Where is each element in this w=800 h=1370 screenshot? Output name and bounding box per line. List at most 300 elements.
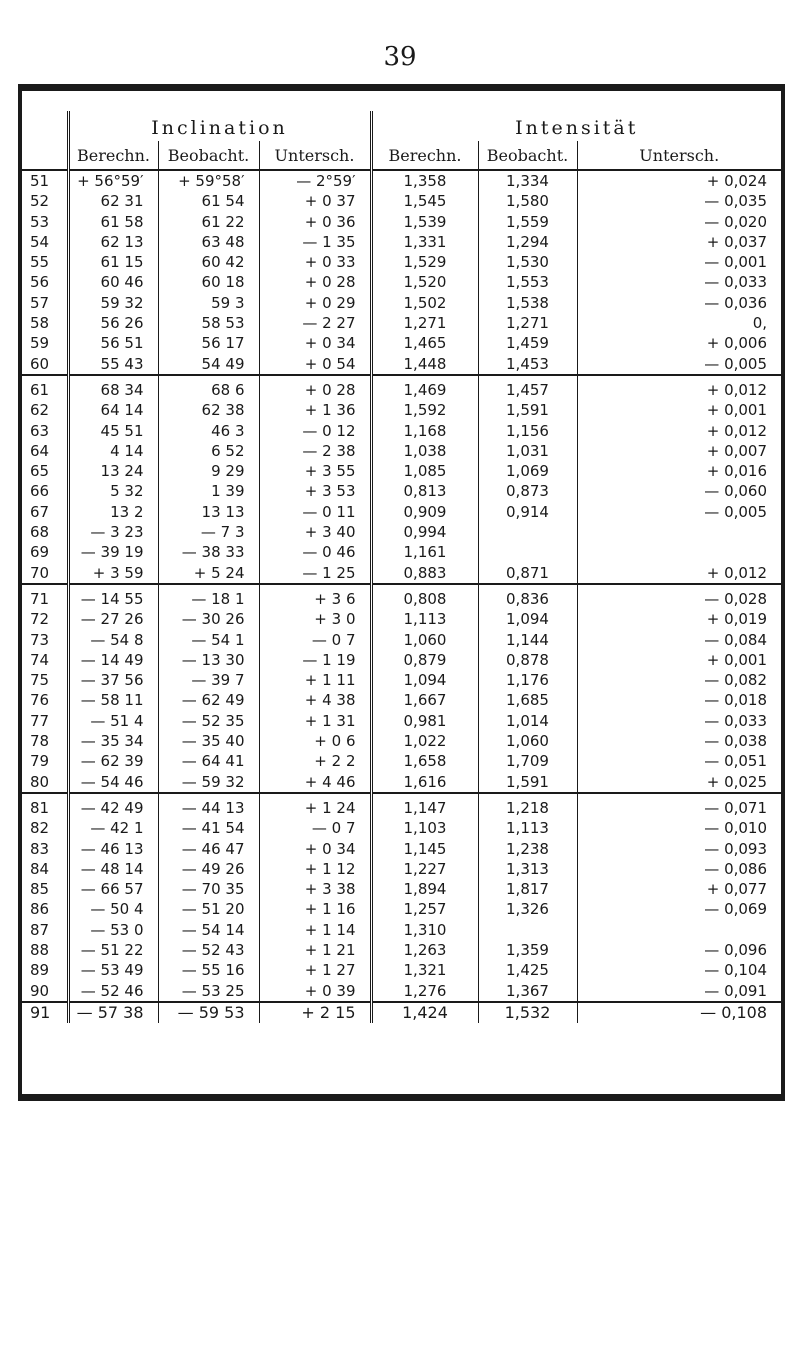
incl-beobacht-cell: + 5 24 [158,563,259,584]
int-beobacht-cell [478,920,577,940]
int-beobacht-cell: 0,871 [478,563,577,584]
row-number: 67 [30,502,50,521]
incl-beobacht-cell: 58 53 [158,313,259,333]
incl-beobacht-cell: — 13 30 [158,650,259,670]
int-berechn-cell: 1,094 [371,670,478,690]
row-number: 73 [30,630,50,649]
table-row [22,859,781,879]
int-beobacht-cell: 1,817 [478,879,577,899]
table-row [22,400,781,420]
int-beobacht-cell: 1,553 [478,272,577,292]
int-untersch-cell: + 0,077 [577,879,781,899]
table-row [22,630,781,650]
int-untersch-cell: — 0,060 [577,481,781,501]
row-number: 59 [30,334,50,353]
int-untersch-cell: — 0,084 [577,630,781,650]
incl-beobacht-cell: — 59 32 [158,772,259,793]
incl-untersch-cell: + 1 21 [259,940,371,960]
int-untersch-cell [577,542,781,562]
incl-untersch-cell: + 3 0 [259,609,371,629]
incl-berechn-cell: — 62 39 [68,751,158,771]
int-beobacht-cell: 1,113 [478,818,577,838]
incl-untersch-cell: + 3 40 [259,522,371,542]
incl-beobacht-cell: — 7 3 [158,522,259,542]
int-beobacht-cell: 1,271 [478,313,577,333]
int-untersch-cell: + 0,019 [577,609,781,629]
incl-beobacht-cell: — 41 54 [158,818,259,838]
int-untersch-cell: + 0,025 [577,772,781,793]
table-row [22,839,781,859]
int-untersch-cell: + 0,012 [577,563,781,584]
incl-berechn-cell: 62 31 [68,191,158,211]
col-header-incl-beobacht: Beobacht. [158,141,259,170]
incl-berechn-cell: 5 32 [68,481,158,501]
table-row [22,650,781,670]
int-untersch-cell: — 0,071 [577,793,781,818]
int-berechn-cell: 0,813 [371,481,478,501]
table-row [22,960,781,980]
incl-untersch-cell: + 1 36 [259,400,371,420]
int-beobacht-cell: 0,878 [478,650,577,670]
int-untersch-cell: + 0,001 [577,400,781,420]
int-berechn-cell: 1,022 [371,731,478,751]
int-untersch-cell: — 0,108 [577,1002,781,1023]
incl-untersch-cell: — 0 7 [259,818,371,838]
row-number: 91 [22,1002,68,1023]
incl-berechn-cell: 64 14 [68,400,158,420]
table-row [22,751,781,771]
row-number: 86 [30,900,50,919]
incl-beobacht-cell: — 52 43 [158,940,259,960]
row-number: 52 [30,192,50,211]
int-untersch-cell: + 0,016 [577,461,781,481]
int-untersch-cell: — 0,091 [577,981,781,1002]
incl-berechn-cell: — 35 34 [68,731,158,751]
int-berechn-cell: 1,424 [371,1002,478,1023]
table-row [22,584,781,609]
int-beobacht-cell: 1,367 [478,981,577,1002]
row-number: 60 [30,354,50,373]
int-beobacht-cell: 1,156 [478,421,577,441]
row-number: 82 [30,819,50,838]
incl-beobacht-cell: — 30 26 [158,609,259,629]
int-berechn-cell: 1,520 [371,272,478,292]
int-beobacht-cell: 1,176 [478,670,577,690]
table-row [22,609,781,629]
table-row [22,232,781,252]
row-number: 75 [30,671,50,690]
incl-berechn-cell: — 46 13 [68,839,158,859]
incl-beobacht-cell: — 46 47 [158,839,259,859]
int-beobacht-cell: 1,532 [478,1002,577,1023]
incl-untersch-cell: + 0 28 [259,272,371,292]
int-beobacht-cell: 1,685 [478,690,577,710]
row-number: 53 [30,212,50,231]
int-berechn-cell: 0,909 [371,502,478,522]
row-number: 65 [30,462,50,481]
int-berechn-cell: 1,545 [371,191,478,211]
int-untersch-cell: — 0,086 [577,859,781,879]
incl-beobacht-cell: 60 42 [158,252,259,272]
incl-beobacht-cell: 59 3 [158,293,259,313]
int-untersch-cell: — 0,010 [577,818,781,838]
incl-berechn-cell: 68 34 [68,375,158,400]
int-beobacht-cell: 1,591 [478,772,577,793]
row-number: 80 [30,772,50,791]
incl-untersch-cell: + 0 54 [259,354,371,375]
incl-untersch-cell: + 0 29 [259,293,371,313]
incl-beobacht-cell: — 18 1 [158,584,259,609]
int-beobacht-cell: 1,031 [478,441,577,461]
incl-beobacht-cell: — 59 53 [158,1002,259,1023]
int-untersch-cell: + 0,006 [577,333,781,353]
incl-beobacht-cell: 61 22 [158,212,259,232]
table-row [22,354,781,375]
int-berechn-cell: 0,808 [371,584,478,609]
incl-untersch-cell: — 0 7 [259,630,371,650]
row-number: 56 [30,273,50,292]
int-untersch-cell: + 0,024 [577,170,781,191]
incl-untersch-cell: + 1 24 [259,793,371,818]
int-untersch-cell: — 0,069 [577,899,781,919]
int-untersch-cell: + 0,012 [577,421,781,441]
incl-berechn-cell: — 37 56 [68,670,158,690]
incl-untersch-cell: + 3 38 [259,879,371,899]
int-beobacht-cell: 1,359 [478,940,577,960]
incl-beobacht-cell: — 51 20 [158,899,259,919]
incl-untersch-cell: + 1 11 [259,670,371,690]
incl-berechn-cell: 62 13 [68,232,158,252]
row-number: 87 [30,920,50,939]
int-berechn-cell: 1,161 [371,542,478,562]
int-beobacht-cell: 1,294 [478,232,577,252]
int-beobacht-cell: 0,873 [478,481,577,501]
incl-berechn-cell: 13 2 [68,502,158,522]
int-berechn-cell: 1,448 [371,354,478,375]
row-number: 51 [30,172,50,190]
incl-beobacht-cell: + 59°58′ [158,170,259,191]
incl-untersch-cell: + 1 14 [259,920,371,940]
table-row [22,920,781,940]
incl-beobacht-cell: 61 54 [158,191,259,211]
int-untersch-cell: — 0,001 [577,252,781,272]
incl-untersch-cell: — 1 25 [259,563,371,584]
table-row [22,522,781,542]
incl-untersch-cell: + 2 2 [259,751,371,771]
incl-untersch-cell: + 0 34 [259,333,371,353]
incl-berechn-cell: + 56°59′ [68,170,158,191]
incl-berechn-cell: — 14 55 [68,584,158,609]
int-beobacht-cell: 1,014 [478,711,577,731]
incl-beobacht-cell: — 44 13 [158,793,259,818]
int-berechn-cell: 1,227 [371,859,478,879]
incl-beobacht-cell: 9 29 [158,461,259,481]
table-row [22,461,781,481]
row-number: 55 [30,253,50,272]
int-berechn-cell: 1,085 [371,461,478,481]
int-beobacht-cell: 1,094 [478,609,577,629]
table-row [22,313,781,333]
incl-untersch-cell: + 1 16 [259,899,371,919]
incl-beobacht-cell: 1 39 [158,481,259,501]
incl-berechn-cell: — 50 4 [68,899,158,919]
table-row [22,731,781,751]
incl-untersch-cell: + 0 33 [259,252,371,272]
int-beobacht-cell [478,542,577,562]
int-untersch-cell: + 0,037 [577,232,781,252]
table-row [22,191,781,211]
int-untersch-cell: — 0,038 [577,731,781,751]
incl-berechn-cell: — 58 11 [68,690,158,710]
col-header-incl-untersch: Untersch. [259,141,371,170]
int-berechn-cell: 1,529 [371,252,478,272]
int-untersch-cell [577,920,781,940]
row-number: 81 [22,793,68,818]
int-untersch-cell: — 0,082 [577,670,781,690]
col-header-int-berechn: Berechn. [371,141,478,170]
incl-berechn-cell: — 53 49 [68,960,158,980]
incl-untersch-cell: + 1 31 [259,711,371,731]
incl-untersch-cell: + 0 28 [259,375,371,400]
incl-untersch-cell: + 1 27 [259,960,371,980]
incl-berechn-cell: — 27 26 [68,609,158,629]
int-beobacht-cell: 1,425 [478,960,577,980]
header-blank [22,141,68,170]
int-beobacht-cell: 1,538 [478,293,577,313]
int-beobacht-cell: 1,459 [478,333,577,353]
incl-beobacht-cell: — 38 33 [158,542,259,562]
row-number: 62 [30,401,50,420]
incl-untersch-cell: — 2°59′ [259,170,371,191]
int-untersch-cell: — 0,020 [577,212,781,232]
incl-beobacht-cell: — 53 25 [158,981,259,1002]
incl-berechn-cell: 55 43 [68,354,158,375]
row-number: 89 [30,961,50,980]
int-berechn-cell: 1,271 [371,313,478,333]
incl-untersch-cell: + 0 6 [259,731,371,751]
row-number: 74 [30,650,50,669]
col-header-incl-berechn: Berechn. [68,141,158,170]
row-number: 71 [22,584,68,609]
int-untersch-cell: — 0,005 [577,502,781,522]
table-row [22,772,781,793]
row-number: 83 [30,839,50,858]
table-row [22,711,781,731]
table-row [22,375,781,400]
incl-beobacht-cell: — 35 40 [158,731,259,751]
int-berechn-cell: 0,981 [371,711,478,731]
row-number: 78 [30,732,50,751]
table-row [22,981,781,1002]
int-berechn-cell: 1,667 [371,690,478,710]
incl-berechn-cell: — 54 46 [68,772,158,793]
incl-untersch-cell: — 2 38 [259,441,371,461]
int-beobacht-cell: 1,580 [478,191,577,211]
incl-berechn-cell: 45 51 [68,421,158,441]
int-beobacht-cell: 1,591 [478,400,577,420]
int-beobacht-cell: 1,709 [478,751,577,771]
int-beobacht-cell: 0,914 [478,502,577,522]
row-number: 85 [30,880,50,899]
int-beobacht-cell: 1,559 [478,212,577,232]
col-header-int-untersch: Untersch. [577,141,781,170]
incl-beobacht-cell: 13 13 [158,502,259,522]
row-number: 72 [30,610,50,629]
int-beobacht-cell: 1,453 [478,354,577,375]
int-beobacht-cell: 1,218 [478,793,577,818]
incl-beobacht-cell: — 62 49 [158,690,259,710]
int-berechn-cell: 1,616 [371,772,478,793]
incl-berechn-cell: 13 24 [68,461,158,481]
int-berechn-cell: 1,276 [371,981,478,1002]
incl-berechn-cell: — 52 46 [68,981,158,1002]
incl-beobacht-cell: 46 3 [158,421,259,441]
int-berechn-cell: 0,883 [371,563,478,584]
table-row [22,502,781,522]
incl-berechn-cell: — 3 23 [68,522,158,542]
int-untersch-cell: — 0,033 [577,711,781,731]
incl-berechn-cell: — 42 1 [68,818,158,838]
incl-berechn-cell: — 53 0 [68,920,158,940]
incl-berechn-cell: — 54 8 [68,630,158,650]
group-header-inclination: Inclination [68,111,371,141]
int-beobacht-cell: 1,457 [478,375,577,400]
incl-berechn-cell: — 57 38 [68,1002,158,1023]
incl-beobacht-cell: 63 48 [158,232,259,252]
int-berechn-cell: 1,038 [371,441,478,461]
int-berechn-cell: 1,257 [371,899,478,919]
int-berechn-cell: 1,103 [371,818,478,838]
int-berechn-cell: 1,060 [371,630,478,650]
int-beobacht-cell: 1,069 [478,461,577,481]
table-bottom-rule [18,1094,784,1101]
int-untersch-cell: — 0,036 [577,293,781,313]
int-untersch-cell: — 0,093 [577,839,781,859]
int-berechn-cell: 1,465 [371,333,478,353]
incl-untersch-cell: + 0 37 [259,191,371,211]
int-untersch-cell: — 0,035 [577,191,781,211]
page-number: 39 [383,42,417,72]
table-row [22,441,781,461]
incl-berechn-cell: 4 14 [68,441,158,461]
int-untersch-cell: — 0,033 [577,272,781,292]
int-berechn-cell: 1,592 [371,400,478,420]
table-row [22,272,781,292]
row-number: 88 [30,940,50,959]
row-number: 69 [30,543,50,562]
incl-beobacht-cell: 62 38 [158,400,259,420]
int-untersch-cell: + 0,001 [577,650,781,670]
incl-berechn-cell: 60 46 [68,272,158,292]
incl-beobacht-cell: — 49 26 [158,859,259,879]
incl-beobacht-cell: 54 49 [158,354,259,375]
int-beobacht-cell: 1,334 [478,170,577,191]
table-row [22,899,781,919]
incl-berechn-cell: 61 15 [68,252,158,272]
int-beobacht-cell: 1,326 [478,899,577,919]
table-header [22,111,781,170]
table-row [22,793,781,818]
incl-beobacht-cell: — 64 41 [158,751,259,771]
incl-berechn-cell: — 51 22 [68,940,158,960]
int-beobacht-cell: 1,060 [478,731,577,751]
table-row [22,940,781,960]
int-untersch-cell: — 0,005 [577,354,781,375]
incl-untersch-cell: — 1 35 [259,232,371,252]
incl-untersch-cell: — 0 46 [259,542,371,562]
table-row [22,252,781,272]
int-berechn-cell: 1,147 [371,793,478,818]
int-beobacht-cell: 1,238 [478,839,577,859]
table-top-rule [18,84,784,91]
incl-beobacht-cell: — 70 35 [158,879,259,899]
int-berechn-cell: 1,469 [371,375,478,400]
int-untersch-cell: + 0,012 [577,375,781,400]
row-number: 58 [30,314,50,333]
int-berechn-cell: 1,358 [371,170,478,191]
int-berechn-cell: 1,321 [371,960,478,980]
int-berechn-cell: 1,331 [371,232,478,252]
int-berechn-cell: 1,539 [371,212,478,232]
incl-berechn-cell: — 48 14 [68,859,158,879]
row-number: 77 [30,711,50,730]
int-berechn-cell: 1,113 [371,609,478,629]
table-row [22,818,781,838]
incl-untersch-cell: + 0 39 [259,981,371,1002]
incl-beobacht-cell: — 55 16 [158,960,259,980]
incl-berechn-cell: 59 32 [68,293,158,313]
int-beobacht-cell: 1,530 [478,252,577,272]
row-number: 64 [30,441,50,460]
incl-beobacht-cell: — 54 1 [158,630,259,650]
incl-untersch-cell: + 3 6 [259,584,371,609]
incl-berechn-cell: 61 58 [68,212,158,232]
int-beobacht-cell [478,522,577,542]
int-beobacht-cell: 0,836 [478,584,577,609]
table-row [22,421,781,441]
row-number: 66 [30,482,50,501]
int-beobacht-cell: 1,313 [478,859,577,879]
header-blank [22,111,68,141]
row-number: 54 [30,232,50,251]
int-untersch-cell: — 0,028 [577,584,781,609]
table-row [22,481,781,501]
incl-berechn-cell: — 42 49 [68,793,158,818]
int-untersch-cell: — 0,051 [577,751,781,771]
int-berechn-cell: 1,168 [371,421,478,441]
table-row [22,690,781,710]
incl-untersch-cell: — 2 27 [259,313,371,333]
row-number: 70 [30,563,50,582]
int-untersch-cell [577,522,781,542]
table-row [22,293,781,313]
incl-untersch-cell: + 4 38 [259,690,371,710]
incl-berechn-cell: — 14 49 [68,650,158,670]
int-untersch-cell: — 0,104 [577,960,781,980]
incl-untersch-cell: — 1 19 [259,650,371,670]
int-untersch-cell: — 0,096 [577,940,781,960]
row-number: 63 [30,421,50,440]
incl-untersch-cell: + 0 36 [259,212,371,232]
int-untersch-cell: 0, [577,313,781,333]
int-berechn-cell: 1,658 [371,751,478,771]
table-row [22,542,781,562]
incl-untersch-cell: + 3 53 [259,481,371,501]
table-row [22,879,781,899]
incl-berechn-cell: — 39 19 [68,542,158,562]
int-berechn-cell: 1,894 [371,879,478,899]
incl-berechn-cell: — 51 4 [68,711,158,731]
